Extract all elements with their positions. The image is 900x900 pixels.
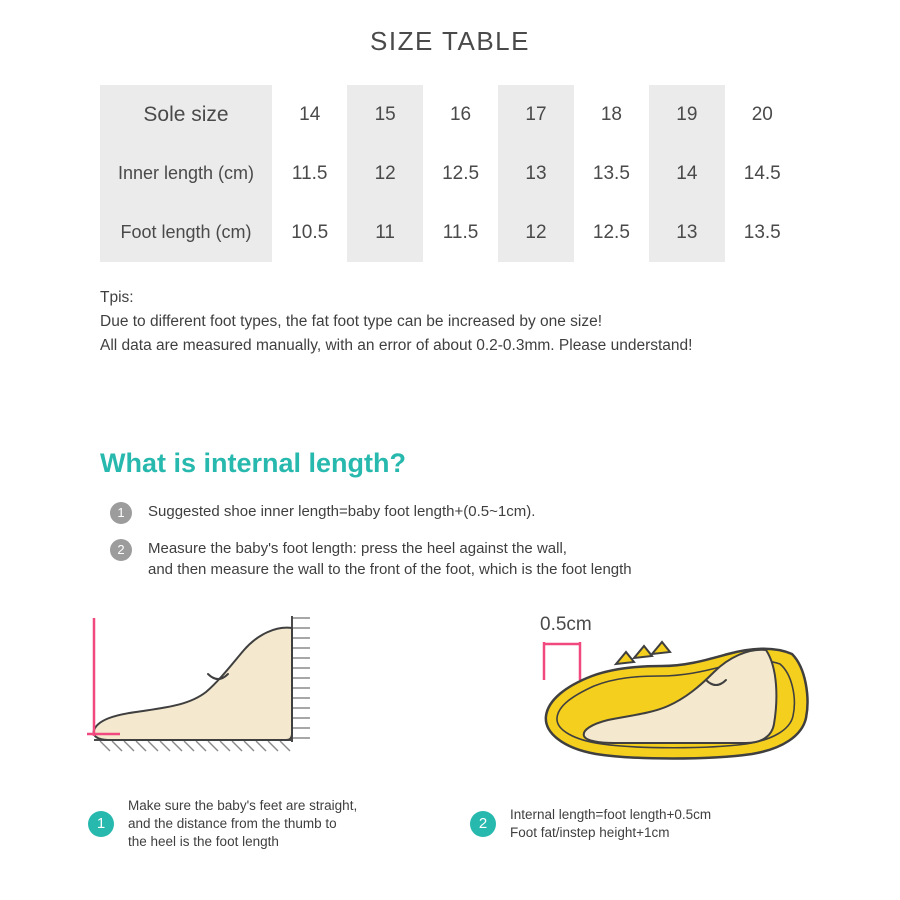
- page-title: SIZE TABLE: [370, 26, 530, 56]
- step-text-line-2: and then measure the wall to the front of the foot, which is the foot length: [148, 561, 632, 578]
- foot-shape: [94, 628, 292, 740]
- cell-inner-6: 14: [649, 144, 724, 203]
- table-row: [100, 203, 800, 262]
- table-row: [100, 85, 800, 144]
- tips-line-1: Due to different foot types, the fat foot type can be increased by one size!: [100, 313, 603, 330]
- cell-sole-19: 19: [649, 85, 724, 144]
- cell-foot-7: 13.5: [743, 221, 781, 243]
- caption-line-1: Make sure the baby's feet are straight,: [128, 798, 358, 813]
- cell-sole-15: 15: [347, 85, 422, 144]
- caption-line-2: and the distance from the thumb to: [128, 816, 337, 831]
- row-header-sole-size: Sole size: [100, 85, 272, 144]
- foot-wall-diagram: [80, 608, 340, 768]
- table-row: [100, 144, 800, 203]
- step-text-line-1: Measure the baby's foot length: press the heel against the wall,: [148, 540, 567, 557]
- cell-foot-2: 11: [347, 203, 422, 262]
- steps-list: [100, 501, 800, 580]
- cell-inner-7: 14.5: [743, 162, 781, 184]
- step-number-badge: 2: [110, 539, 132, 561]
- cell-sole-14: 14: [299, 103, 321, 125]
- caption-number-badge: 1: [88, 811, 114, 837]
- illustration-row: [80, 608, 820, 783]
- cell-inner-5: 13.5: [592, 162, 630, 184]
- list-item: [100, 538, 800, 580]
- cell-inner-3: 12.5: [442, 162, 480, 184]
- illustration-foot-in-shoe: [530, 608, 820, 783]
- size-table-wrapper: [100, 85, 800, 262]
- caption-right: [470, 797, 820, 851]
- cell-sole-20: 20: [751, 103, 773, 125]
- step-text-block: [148, 538, 632, 580]
- cell-sole-17: 17: [498, 85, 573, 144]
- illustration-foot-against-wall: [80, 608, 340, 783]
- caption-line-2: Foot fat/instep height+1cm: [510, 825, 670, 840]
- caption-text-left: [128, 797, 357, 851]
- cell-foot-5: 12.5: [592, 221, 630, 243]
- cell-sole-18: 18: [600, 103, 622, 125]
- cell-inner-1: 11.5: [291, 162, 328, 184]
- step-number-badge: 1: [110, 502, 132, 524]
- step-text: Suggested shoe inner length=baby foot length+(0.5~1cm).: [148, 503, 536, 520]
- caption-row: [80, 797, 820, 851]
- cell-foot-6: 13: [649, 203, 724, 262]
- measure-label-05cm: 0.5cm: [540, 614, 592, 635]
- cell-sole-16: 16: [449, 103, 472, 125]
- caption-line-3: the heel is the foot length: [128, 834, 279, 849]
- caption-number-badge: 2: [470, 811, 496, 837]
- size-table: [100, 85, 800, 262]
- cell-inner-2: 12: [347, 144, 422, 203]
- cell-inner-4: 13: [498, 144, 573, 203]
- wall-hatching: [293, 618, 310, 738]
- floor-hatching: [100, 741, 290, 751]
- caption-left: [88, 797, 438, 851]
- cell-foot-4: 12: [498, 203, 573, 262]
- tips-line-2: All data are measured manually, with an error of about 0.2-0.3mm. Please understand!: [100, 337, 693, 354]
- shoe-diagram: [530, 608, 820, 778]
- list-item: [100, 501, 800, 524]
- row-header-inner-length: Inner length (cm): [100, 144, 272, 203]
- caption-text-right: [510, 806, 711, 842]
- shoe-strap-details: [616, 642, 670, 664]
- cell-foot-3: 11.5: [442, 221, 479, 243]
- caption-line-1: Internal length=foot length+0.5cm: [510, 807, 712, 822]
- cell-foot-1: 10.5: [291, 221, 329, 243]
- tips-heading: Tpis:: [100, 289, 134, 306]
- section-heading-internal-length: What is internal length?: [100, 448, 407, 478]
- row-header-foot-length: Foot length (cm): [100, 203, 272, 262]
- tips-block: [100, 286, 800, 358]
